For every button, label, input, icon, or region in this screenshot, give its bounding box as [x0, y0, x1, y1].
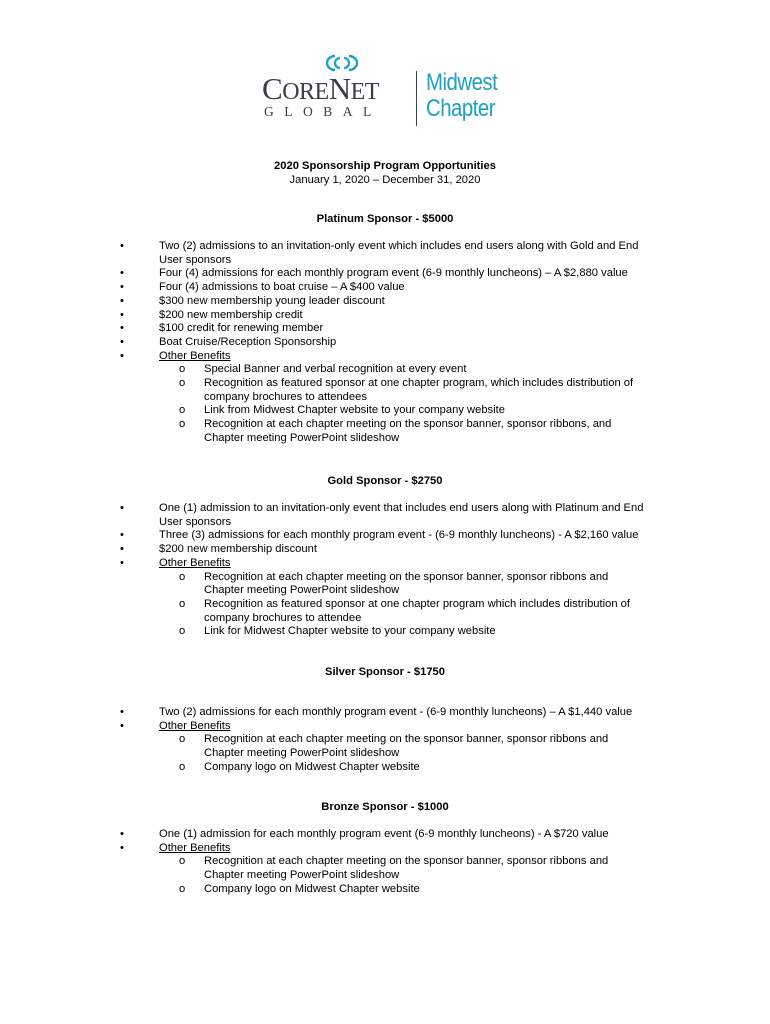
list-item-text: Recognition at each chapter meeting on the sponsor banner, sponsor ribbons and Chapter meeting PowerPoint slideshow: [204, 733, 609, 760]
list-item-text: Recognition as featured sponsor at one chapter program which includes distribution of company brochures to attendee: [204, 597, 630, 624]
bronze-benefits-list: [0, 828, 770, 897]
sub-bullet-icon: o: [179, 855, 186, 868]
sub-bullet-icon: o: [179, 377, 186, 390]
list-item: [179, 733, 644, 760]
other-benefits-list: [159, 855, 649, 896]
list-item: • Three (3) admissions for each monthly program event - (6-9 monthly luncheons) - A $2,160 value: [0, 529, 649, 543]
logo-global-text: GLOBAL: [264, 104, 382, 119]
list-item: • Four (4) admissions for each monthly program event (6-9 monthly luncheons) – A $2,880 value: [0, 267, 649, 281]
sub-bullet-icon: o: [179, 625, 186, 638]
list-item-text: Recognition as featured sponsor at one chapter program, which includes distribution of company brochures to attendees: [204, 377, 634, 403]
list-item: [179, 363, 644, 377]
sub-bullet-icon: o: [179, 570, 186, 583]
document-title: 2020 Sponsorship Program Opportunities: [274, 160, 496, 172]
list-item: • Four (4) admissions to boat cruise – A $400 value: [0, 281, 649, 295]
sub-bullet-icon: o: [179, 418, 186, 431]
list-item-text: Recognition at each chapter meeting on the sponsor banner, sponsor ribbons and Chapter meeting PowerPoint slideshow: [204, 570, 609, 597]
bronze-section: [0, 800, 770, 897]
list-item-text: Recognition at each chapter meeting on the sponsor banner, sponsor ribbons, and Chapter meeting PowerPoint slideshow: [204, 418, 612, 444]
list-item: • $300 new membership young leader discount: [0, 295, 649, 309]
logo-chapter-line2: Chapter: [426, 95, 496, 122]
gold-benefits-list: [0, 502, 770, 639]
sub-bullet-icon: o: [179, 760, 186, 773]
list-item-text: Company logo on Midwest Chapter website: [204, 882, 420, 895]
list-item: [179, 855, 644, 882]
logo-divider: [416, 71, 417, 126]
other-benefits-list: [159, 733, 649, 774]
other-benefits-label: Other Benefits: [159, 556, 231, 569]
list-item: • Two (2) admissions for each monthly program event - (6-9 monthly luncheons) – A $1,440 value: [0, 706, 649, 720]
other-benefits-list: [159, 363, 649, 445]
silver-heading: Silver Sponsor - $1750: [324, 666, 445, 678]
logo-chapter-text: [426, 70, 497, 122]
list-item-text: Link from Midwest Chapter website to your company website: [204, 404, 505, 417]
silver-benefits-list: [0, 706, 770, 775]
sub-bullet-icon: o: [179, 733, 186, 746]
other-benefits-label: Other Benefits: [159, 719, 231, 732]
sub-bullet-icon: o: [179, 597, 186, 610]
list-item: • Two (2) admissions to an invitation-only event which includes end users along with Gold and End User sponsors: [0, 240, 649, 267]
list-item-text: Link for Midwest Chapter website to your company website: [204, 625, 496, 638]
other-benefits-item: [0, 350, 649, 446]
list-item: • $100 credit for renewing member: [0, 322, 649, 336]
other-benefits-item: [0, 720, 649, 775]
other-benefits-item: [0, 557, 649, 639]
list-item: [179, 570, 644, 598]
list-item: • One (1) admission to an invitation-only event that includes end users along with Platinum and End User sponsors: [0, 502, 649, 529]
list-item: [179, 418, 644, 445]
list-item: [179, 404, 644, 418]
list-item: • One (1) admission for each monthly program event (6-9 monthly luncheons) - A $720 value: [0, 828, 649, 842]
other-benefits-list: [159, 571, 649, 640]
list-item: [179, 625, 644, 639]
other-benefits-label: Other Benefits: [159, 349, 231, 362]
gold-heading: Gold Sponsor - $2750: [327, 475, 443, 487]
list-item: • Boat Cruise/Reception Sponsorship: [0, 336, 649, 350]
logo-chapter-line1: Midwest: [426, 69, 498, 96]
sub-bullet-icon: o: [179, 363, 186, 376]
sub-bullet-icon: o: [179, 404, 186, 417]
silver-section: [0, 665, 770, 775]
platinum-section: [0, 212, 770, 446]
list-item: [179, 882, 644, 897]
corenet-midwest-logo: [262, 54, 512, 132]
logo-corenet-wordmark: CORENET: [262, 71, 379, 106]
document-dates: January 1, 2020 – December 31, 2020: [289, 174, 481, 186]
other-benefits-item: [0, 842, 649, 897]
list-item: • $200 new membership discount: [0, 543, 649, 557]
platinum-heading: Platinum Sponsor - $5000: [316, 213, 454, 225]
list-item-text: Company logo on Midwest Chapter website: [204, 760, 420, 773]
platinum-benefits-list: [0, 240, 770, 446]
bronze-heading: Bronze Sponsor - $1000: [321, 801, 449, 813]
list-item-text: Recognition at each chapter meeting on the sponsor banner, sponsor ribbons and Chapter meeting PowerPoint slideshow: [204, 855, 609, 882]
list-item: • $200 new membership credit: [0, 309, 649, 323]
list-item-text: Special Banner and verbal recognition at every event: [204, 363, 467, 376]
gold-section: [0, 474, 770, 639]
other-benefits-label: Other Benefits: [159, 841, 231, 854]
logo-arcs-icon: [326, 54, 358, 72]
list-item: [179, 597, 644, 625]
sub-bullet-icon: o: [179, 882, 186, 895]
list-item: [179, 377, 644, 404]
list-item: [179, 760, 644, 775]
